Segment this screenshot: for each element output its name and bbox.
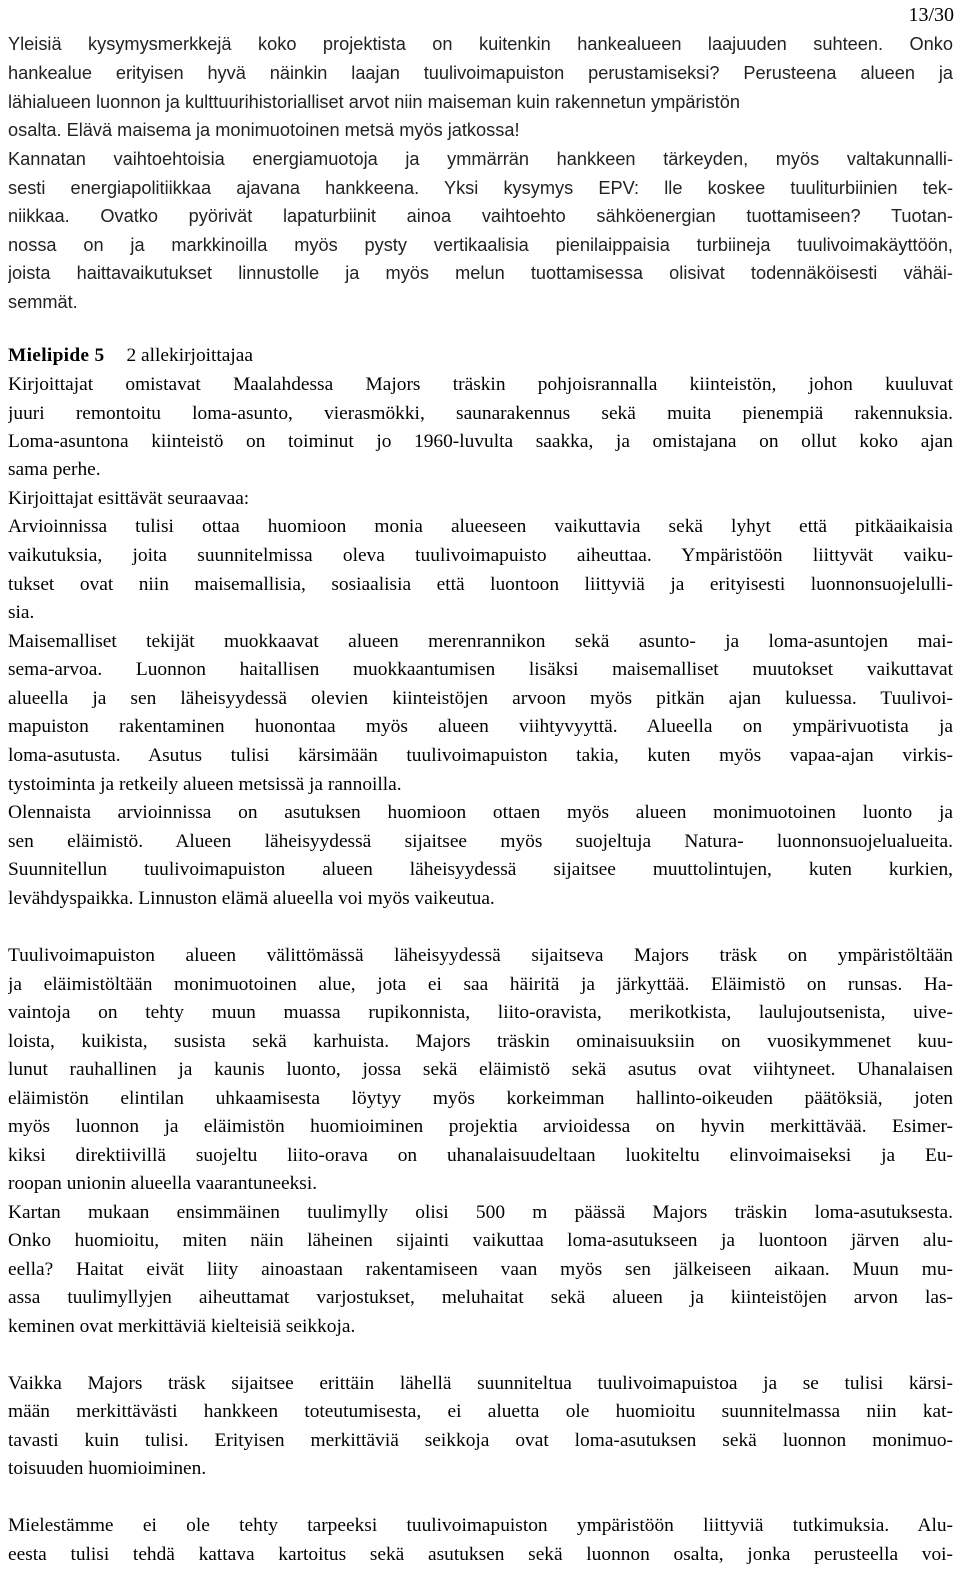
signer-count: 2 allekirjoittajaa xyxy=(126,345,254,366)
text-line: Kirjoittajat esittävät seuraavaa: xyxy=(8,488,250,509)
text-line: lunut rauhallinen ja kaunis luonto, jossa sekä eläimistö sekä asutus ovat viihtyneet. Uhanalaisen xyxy=(8,1059,953,1080)
text-line: Mielestämme ei ole tehty tarpeeksi tuulivoimapuiston ympäristöön liittyviä tutkimuksia. Alu- xyxy=(8,1515,953,1536)
text-line: Loma-asuntona kiinteistö on toiminut jo 1960-luvulta saakka, ja omistajana on ollut koko ajan xyxy=(8,431,953,452)
text-line: myös luonnon ja eläimistön huomioiminen projektia arvioidessa on hyvin merkittävää. Esimer- xyxy=(8,1116,953,1137)
text-line: Vaikka Majors träsk sijaitsee erittäin lähellä suunniteltua tuulivoimapuistoa ja se tulisi kärsi- xyxy=(8,1373,953,1394)
page-number: 13/30 xyxy=(908,4,954,26)
text-line: assa tuulimyllyjen aiheuttamat varjostukset, meluhaitat sekä alueen ja kiinteistöjen arvon las- xyxy=(8,1287,953,1308)
text-line: sema-arvoa. Luonnon haitallisen muokkaantumisen lisäksi maisemalliset muutokset vaikuttavat xyxy=(8,659,953,680)
text-line: vaikutuksia, joita suunnitelmissa oleva tuulivoimapuisto aiheuttaa. Ympäristöön liittyvät vaiku- xyxy=(8,545,953,566)
text-line: Arvioinnissa tulisi ottaa huomioon monia alueeseen vaikuttavia sekä lyhyt että pitkäaikaisia xyxy=(8,516,953,537)
text-line: sesti energiapolitiikkaa ajavana hankkeena. Yksi kysymys EPV: lle koskee tuuliturbiinien tek- xyxy=(8,178,953,198)
text-line: Yleisiä kysymysmerkkejä koko projektista on kuitenkin hankealueen laajuuden suhteen. Onko xyxy=(8,34,953,54)
text-line: loista, kuikista, susista sekä karhuista. Majors träskin ominaisuuksiin on vuosikymmenet kuu- xyxy=(8,1031,953,1052)
text-line: Kirjoittajat omistavat Maalahdessa Majors träskin pohjoisrannalla kiinteistön, johon kuuluvat xyxy=(8,374,953,395)
text-line: sama perhe. xyxy=(8,459,101,480)
text-line: Kannatan vaihtoehtoisia energiamuotoja ja ymmärrän hankkeen tärkeyden, myös valtakunnalli- xyxy=(8,149,953,169)
text-line: mapuiston rakentaminen huonontaa myös alueen viihtyvyyttä. Alueella on ympärivuotista ja xyxy=(8,716,953,737)
text-line: Kartan mukaan ensimmäinen tuulimylly olisi 500 m päässä Majors träskin loma-asutuksesta. xyxy=(8,1202,953,1223)
text-line: lähialueen luonnon ja kulttuurihistorialliset arvot niin maiseman kuin rakennetun ympäristön xyxy=(8,92,740,112)
text-line: Onko huomioitu, miten näin läheinen sijainti vaikuttaa loma-asutukseen ja luontoon järven alu- xyxy=(8,1230,953,1251)
text-line: mään merkittävästi hankkeen toteutumisesta, ei aluetta ole huomioitu suunnitelmassa niin kat- xyxy=(8,1401,953,1422)
text-line: tavasti kuin tulisi. Erityisen merkittäviä seikkoja ovat loma-asutuksen sekä luonnon monimuo- xyxy=(8,1430,953,1451)
text-line: roopan unionin alueella vaarantuneeksi. xyxy=(8,1173,318,1194)
text-line: eläimistön elintilan uhkaamisesta löytyy myös korkeimman hallinto-oikeuden päätöksiä, joten xyxy=(8,1088,953,1109)
text-line: eella? Haitat eivät liity ainoastaan rakentamiseen vaan myös sen jälkeiseen aikaan. Muun mu- xyxy=(8,1259,953,1280)
text-line: Suunnitellun tuulivoimapuiston alueen läheisyydessä sijaitsee muuttolintujen, kuten kurkien, xyxy=(8,859,953,880)
text-line: Tuulivoimapuiston alueen välittömässä läheisyydessä sijaitseva Majors träsk on ympäristöltään xyxy=(8,945,953,966)
text-line: ja eläimistöltään monimuotoinen alue, jota ei saa häiritä ja järkyttää. Eläimistö on runsas. Ha- xyxy=(8,974,953,995)
text-line: levähdyspaikka. Linnuston elämä alueella voi myös vaikeutua. xyxy=(8,888,495,909)
text-line: tukset ovat niin maisemallisia, sosiaalisia että luontoon liittyviä ja erityisesti luonnonsuojelulli- xyxy=(8,574,953,595)
opinion-heading xyxy=(8,341,953,370)
text-line: Olennaista arvioinnissa on asutuksen huomioon ottaen myös alueen monimuotoinen luonto ja xyxy=(8,802,953,823)
text-line: nossa on ja markkinoilla myös pysty vertikaalisia pienilaippaisia turbiineja tuulivoimakäyttöön, xyxy=(8,235,953,255)
text-line: joista haittavaikutukset linnustolle ja myös melun tuottamisessa olisivat todennäköisesti vähäi- xyxy=(8,263,953,283)
text-line: sia. xyxy=(8,602,35,623)
opinion-title: Mielipide 5 xyxy=(8,345,105,366)
text-line: semmät. xyxy=(8,292,78,312)
text-line: Maisemalliset tekijät muokkaavat alueen merenrannikon sekä asunto- ja loma-asuntojen mai- xyxy=(8,631,953,652)
text-line: tystoiminta ja retkeily alueen metsissä ja rannoilla. xyxy=(8,774,402,795)
text-line: juuri remontoitu loma-asunto, vierasmökki, saunarakennus sekä muita pienempiä rakennuksia. xyxy=(8,403,953,424)
text-line: toisuuden huomioiminen. xyxy=(8,1458,207,1479)
text-line: osalta. Elävä maisema ja monimuotoinen metsä myös jatkossa! xyxy=(8,120,520,140)
text-line: eesta tulisi tehdä kattava kartoitus sekä asutuksen sekä luonnon osalta, jonka perusteella voi- xyxy=(8,1544,953,1565)
text-line: vaintoja on tehty muun muassa rupikonnista, liito-oravista, merikotkista, laulujoutsenista, uive- xyxy=(8,1002,953,1023)
text-line: hankealue erityisen hyvä näinkin laajan tuulivoimapuiston perustamiseksi? Perusteena alueen ja xyxy=(8,63,953,83)
text-line: kiksi direktiivillä suojeltu liito-orava on uhanalaisuudeltaan luokiteltu elinvoimaiseksi ja Eu- xyxy=(8,1145,953,1166)
text-line: keminen ovat merkittäviä kielteisiä seikkoja. xyxy=(8,1316,356,1337)
text-line: niikkaa. Ovatko pyörivät lapaturbiinit ainoa vaihtoehto sähköenergian tuottamiseen? Tuotan- xyxy=(8,206,953,226)
text-line: loma-asutusta. Asutus tulisi kärsimään tuulivoimapuiston takia, kuten myös vapaa-ajan virkis- xyxy=(8,745,953,766)
text-line: alueella ja sen läheisyydessä olevien kiinteistöjen arvoon myös pitkän ajan kuluessa. Tuulivoi- xyxy=(8,688,953,709)
text-line: sen eläimistö. Alueen läheisyydessä sijaitsee myös suojeltuja Natura- luonnonsuojelualueita. xyxy=(8,831,953,852)
